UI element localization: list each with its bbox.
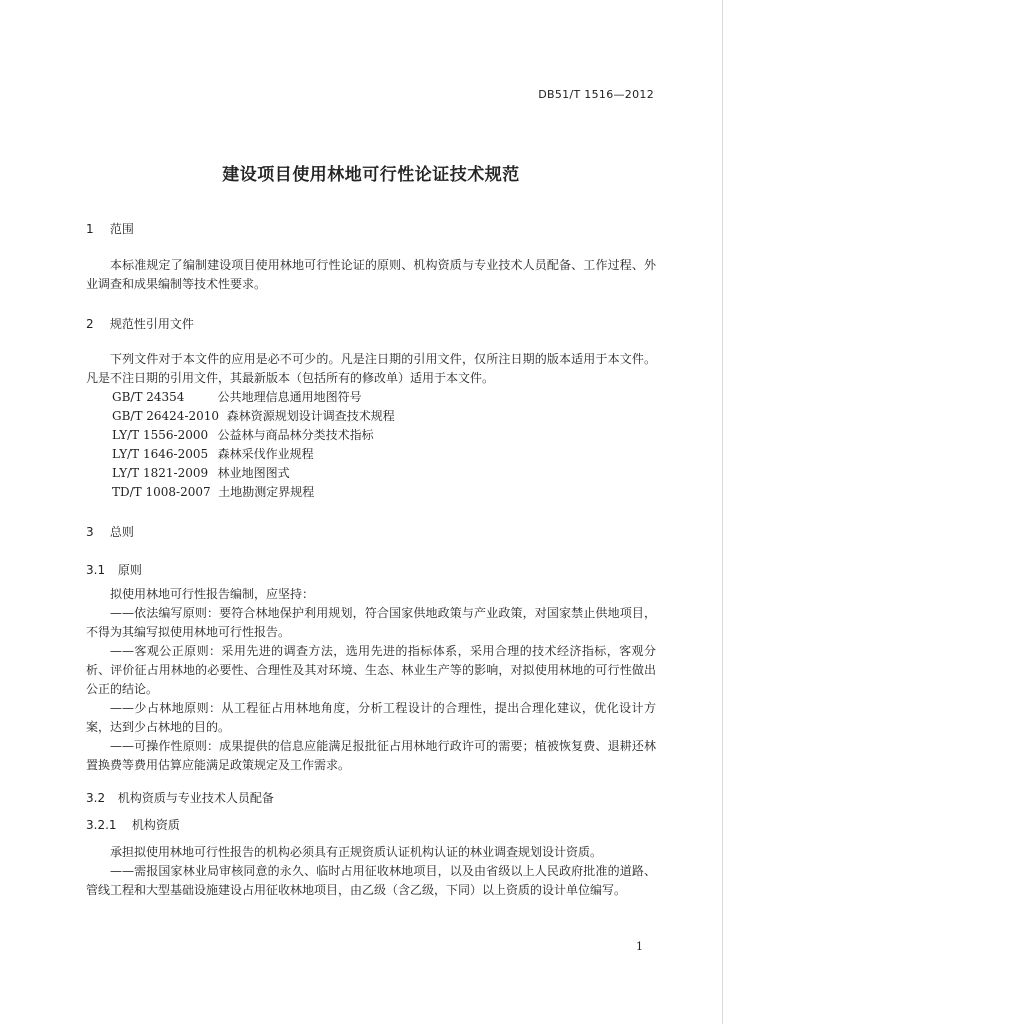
section-number: 3.1 bbox=[86, 563, 106, 577]
principle-item: ——少占林地原则：从工程征占用林地角度，分析工程设计的合理性，提出合理化建议，优化设计方案，达到少占林地的目的。 bbox=[86, 701, 656, 734]
section-number: 1 bbox=[86, 222, 94, 236]
section-number: 3.2.1 bbox=[86, 818, 117, 832]
reference-item bbox=[86, 483, 656, 502]
reference-item bbox=[86, 407, 656, 426]
section-number: 3.2 bbox=[86, 791, 106, 805]
paragraph: 下列文件对于本文件的应用是必不可少的。凡是注日期的引用文件，仅所注日期的版本适用于本文件。凡是不注日期的引用文件，其最新版本（包括所有的修改单）适用于本文件。 bbox=[86, 352, 656, 385]
reference-item bbox=[86, 426, 656, 445]
reference-code: LY/T 1556-2000 bbox=[112, 428, 209, 442]
document-title: 建设项目使用林地可行性论证技术规范 bbox=[222, 165, 520, 185]
section-3-2-1-heading bbox=[86, 816, 656, 833]
paragraph: 承担拟使用林地可行性报告的机构必须具有正规资质认证机构认证的林业调查规划设计资质。 bbox=[110, 845, 603, 859]
principle-item: ——客观公正原则：采用先进的调查方法，选用先进的指标体系，采用合理的技术经济指标，客观分析、评价征占用林地的必要性、合理性及其对环境、生态、林业生产等的影响，对拟使用林地的可行性做出公正的结论。 bbox=[86, 644, 656, 696]
section-number: 2 bbox=[86, 317, 94, 331]
reference-item bbox=[86, 464, 656, 483]
document-code: DB51/T 1516—2012 bbox=[538, 88, 654, 101]
reference-code: LY/T 1821-2009 bbox=[112, 466, 209, 480]
paragraph: 本标准规定了编制建设项目使用林地可行性论证的原则、机构资质与专业技术人员配备、工作过程、外业调查和成果编制等技术性要求。 bbox=[86, 258, 656, 291]
section-title: 总则 bbox=[109, 525, 134, 539]
reference-name: 森林采伐作业规程 bbox=[217, 447, 314, 461]
section-3-2-heading bbox=[86, 789, 656, 806]
principle-item: ——可操作性原则：成果提供的信息应能满足报批征占用林地行政许可的需要；植被恢复费、退耕还林置换费等费用估算应能满足政策规定及工作需求。 bbox=[86, 739, 656, 772]
paragraph: 拟使用林地可行性报告编制，应坚持： bbox=[110, 587, 315, 601]
reference-code: TD/T 1008-2007 bbox=[112, 485, 211, 499]
reference-code: GB/T 24354 bbox=[112, 390, 185, 404]
section-2-heading bbox=[86, 315, 656, 332]
reference-name: 土地勘测定界规程 bbox=[218, 485, 315, 499]
section-title: 机构资质 bbox=[131, 818, 180, 832]
section-title: 原则 bbox=[117, 563, 142, 577]
reference-name: 林业地图图式 bbox=[217, 466, 290, 480]
reference-item bbox=[86, 388, 656, 407]
section-3-1-body bbox=[86, 585, 656, 775]
principle-item: ——依法编写原则：要符合林地保护利用规划，符合国家供地政策与产业政策，对国家禁止供地项目，不得为其编写拟使用林地可行性报告。 bbox=[86, 606, 656, 639]
blank-viewer-area bbox=[723, 0, 1024, 1024]
section-title: 规范性引用文件 bbox=[109, 317, 194, 331]
section-title: 机构资质与专业技术人员配备 bbox=[117, 791, 274, 805]
section-number: 3 bbox=[86, 525, 94, 539]
reference-item bbox=[86, 445, 656, 464]
reference-name: 公益林与商品林分类技术指标 bbox=[217, 428, 374, 442]
section-3-1-heading bbox=[86, 561, 656, 578]
section-3-heading bbox=[86, 523, 656, 540]
reference-code: LY/T 1646-2005 bbox=[112, 447, 209, 461]
section-1-heading bbox=[86, 220, 656, 237]
section-1-body bbox=[86, 256, 656, 294]
reference-code: GB/T 26424-2010 bbox=[112, 409, 220, 423]
section-2-body bbox=[86, 350, 656, 502]
reference-name: 公共地理信息通用地图符号 bbox=[217, 390, 362, 404]
section-3-2-1-body bbox=[86, 843, 656, 900]
reference-name: 森林资源规划设计调查技术规程 bbox=[226, 409, 395, 423]
section-title: 范围 bbox=[109, 222, 134, 236]
paragraph: ——需报国家林业局审核同意的永久、临时占用征收林地项目，以及由省级以上人民政府批准的道路、管线工程和大型基础设施建设占用征收林地项目，由乙级（含乙级，下同）以上资质的设计单位编写。 bbox=[86, 864, 656, 897]
page-number: 1 bbox=[636, 940, 643, 953]
